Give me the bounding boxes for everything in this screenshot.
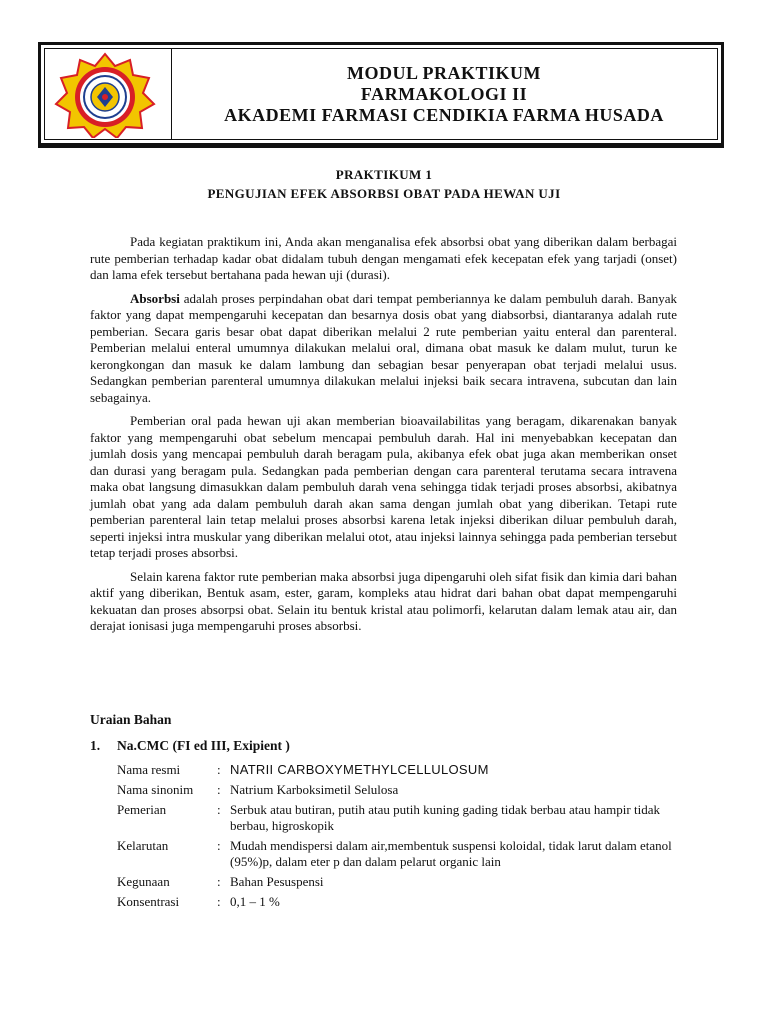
uraian-heading: Uraian Bahan: [90, 712, 172, 727]
prop-value: Serbuk atau butiran, putih atau putih kuning gading tidak berbau atau hampir tidak berbau, higroskopik: [230, 802, 660, 833]
body-text: [90, 234, 677, 642]
praktikum-heading: [0, 165, 768, 203]
logo-cell: [45, 49, 172, 139]
prop-value: NATRII CARBOXYMETHYLCELLULOSUM: [230, 762, 489, 777]
header-line-academy: AKADEMI FARMASI CENDIKIA FARMA HUSADA: [224, 105, 664, 125]
prop-row: [117, 762, 677, 778]
prop-separator: :: [217, 802, 221, 817]
paragraph-oral: Pemberian oral pada hewan uji akan memberian bioavailabilitas yang beragam, dikarenakan banyak faktor yang mempengaruhi obat sebelum mencapai pembuluh darah. Hal ini menyebabkan kecepatan dan jumlah dosis yang mencapai pembuluh darah beragam pula, akibanya efek obat juga akan memberikan onset dan durasi yang beragam pula. Sedangkan pada pemberian dengan cara parenteral terutama secara intravena maka obat langsung dimasukkan dalam pembuluh darah vena sehingga tidak terjadi proses absorbsi, akibatnya jumlah obat yang ada dalam pembuluh darah akan sama dengan jumlah obat yang diberikan. Tetapi rute pemberian parenteral lain tetap melalui proses absorbsi karena letak injeksi diberikan diluar pembuluh darah, seperti injeksi intra muskular yang diberikan melalui otot, atau injeksi lainnya sehingga pada pemberian tersebut tetap terjadi proses absorbsi.: [90, 413, 677, 560]
prop-row: [117, 894, 677, 910]
prop-label: Nama resmi: [117, 762, 181, 777]
prop-separator: :: [217, 894, 221, 909]
prop-label: Pemerian: [117, 802, 167, 817]
paragraph-physchem: Selain karena faktor rute pemberian maka absorbsi juga dipengaruhi oleh sifat fisik dan kimia dari bahan aktif yang diberikan, Bentuk asam, ester, garam, kompleks atau hidrat dari bahan obat dapat mempengaruhi kekuatan dan proses absorpsi obat. Selain itu bentuk kristal atau polimorfi, kelarutan dalam lemak atau air, dan derajat ionisasi juga mempengaruhi proses absorbsi.: [90, 568, 677, 633]
header-line-course: FARMAKOLOGI II: [360, 84, 528, 104]
prop-label: Kelarutan: [117, 838, 169, 853]
item-number: 1.: [90, 738, 101, 753]
prop-separator: :: [217, 838, 221, 853]
prop-row: [117, 782, 677, 798]
prop-row: [117, 802, 677, 834]
praktikum-number: PRAKTIKUM 1: [335, 167, 433, 182]
prop-row: [117, 838, 677, 870]
material-item-title: [90, 738, 290, 754]
absorbsi-term: Absorbsi: [130, 290, 180, 306]
prop-label: Kegunaan: [117, 874, 170, 889]
prop-label: Nama sinonim: [117, 782, 194, 797]
material-properties: [117, 762, 677, 914]
prop-value: Mudah mendispersi dalam air,membentuk suspensi koloidal, tidak larut dalam etanol (95%)p, dalam eter p dan dalam pelarut organic lain: [230, 838, 672, 869]
item-name: Na.CMC (FI ed III, Exipient ): [117, 738, 290, 753]
prop-row: [117, 874, 677, 890]
header-title-block: [171, 63, 717, 126]
prop-value: Natrium Karboksimetil Selulosa: [230, 782, 399, 797]
academy-logo-icon: [53, 52, 157, 138]
prop-value: Bahan Pesuspensi: [230, 874, 324, 889]
prop-value: 0,1 – 1 %: [230, 894, 280, 909]
prop-separator: :: [217, 782, 221, 797]
paragraph-intro: Pada kegiatan praktikum ini, Anda akan menganalisa efek absorbsi obat yang diberikan dalam berbagai rute pemberian terhadap kadar obat didalam tubuh dengan mengamati efek kecepatan efek yang tarjadi (onset) dan lama efek tersebut bertahana pada hewan uji (durasi).: [90, 234, 677, 282]
praktikum-title: PENGUJIAN EFEK ABSORBSI OBAT PADA HEWAN UJI: [207, 186, 561, 201]
paragraph-absorbsi: [90, 291, 677, 407]
header-line-modul: MODUL PRAKTIKUM: [347, 63, 541, 83]
header-frame: [44, 48, 718, 140]
header-box: [38, 42, 724, 148]
prop-separator: :: [217, 874, 221, 889]
prop-separator: :: [217, 762, 221, 777]
absorbsi-definition: adalah proses perpindahan obat dari tempat pemberiannya ke dalam pembuluh darah. Banyak faktor yang dapat mempengaruhi kecepatan dan besarnya dosis obat yang diabsorbsi, diantaranya adalah rute pemberian. Secara garis besar obat dapat diberikan melalui 2 rute pemberian yaitu enteral dan parenteral. Pemberian melalui enteral umumnya dilakukan melalui oral, dimana obat masuk ke dalam mulut, turun ke kerongkongan dan masuk ke dalam lambung dan sebagian besar penyerapan obat terjadi melalui usus. Sedangkan pemberian parenteral umumnya dilakukan melalui injeksi baik secara intravena, subcutan dan lain sebagainya.: [90, 290, 677, 405]
prop-label: Konsentrasi: [117, 894, 180, 909]
